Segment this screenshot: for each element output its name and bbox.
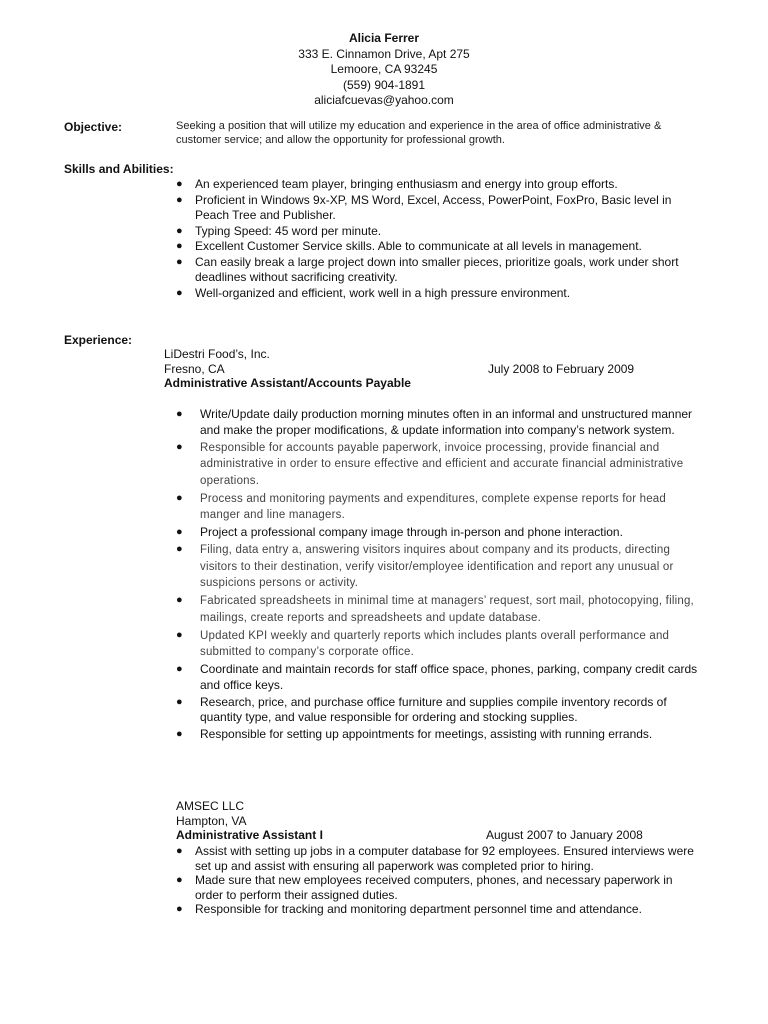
list-item [176, 844, 701, 873]
bullet-icon: ● [176, 286, 183, 299]
job-duties-list-1 [176, 407, 701, 744]
list-item [176, 525, 701, 541]
duty-text: Assist with setting up jobs in a computer database for 92 employees. Ensured interviews were set up and assist with ensuring all paperwork was completed prior to hiring. [195, 844, 694, 873]
list-item [176, 193, 706, 224]
bullet-icon: ● [176, 695, 183, 708]
list-item [176, 491, 701, 524]
bullet-icon: ● [176, 628, 183, 641]
company-name: AMSEC LLC [176, 799, 245, 813]
phone-number: (559) 904-1891 [342, 77, 426, 92]
list-item [176, 255, 706, 286]
list-item [176, 542, 701, 592]
duty-text: Responsible for accounts payable paperwork, invoice processing, provide financial and administrative in order to ensure effective and efficient and accurate financial administrative operations. [200, 441, 684, 487]
duty-text: Responsible for tracking and monitoring department personnel time and attendance. [195, 902, 642, 916]
job-title: Administrative Assistant I [176, 828, 323, 842]
job-location: Hampton, VA [176, 813, 247, 828]
skill-text: An experienced team player, bringing enthusiasm and energy into group efforts. [195, 177, 618, 191]
candidate-name: Alicia Ferrer [348, 31, 420, 45]
list-item [176, 407, 701, 438]
bullet-icon: ● [176, 440, 183, 453]
bullet-icon: ● [176, 255, 183, 268]
list-item [176, 177, 706, 193]
duty-text: Research, price, and purchase office furniture and supplies compile inventory records of quantity type, and value responsible for ordering and stocking supplies. [200, 694, 667, 724]
title-row [176, 828, 696, 843]
skill-text: Excellent Customer Service skills. Able to communicate at all levels in management. [195, 239, 642, 253]
bullet-icon: ● [176, 193, 183, 206]
bullet-icon: ● [176, 178, 183, 190]
job-header-1 [164, 347, 684, 391]
skill-text: Proficient in Windows 9x-XP, MS Word, Excel, Access, PowerPoint, FoxPro, Basic level in Peach Tree and Publisher. [195, 192, 672, 222]
list-item [176, 902, 701, 917]
location-row [164, 362, 684, 377]
list-item [176, 440, 701, 490]
address-line-1: 333 E. Cinnamon Drive, Apt 275 [298, 46, 470, 61]
objective-text: Seeking a position that will utilize my education and experience in the area of office administrative & customer service; and allow the opportunity for professional growth. [176, 120, 662, 146]
bullet-icon: ● [176, 903, 183, 915]
job-location: Fresno, CA [164, 361, 225, 376]
duty-text: Project a professional company image through in-person and phone interaction. [200, 525, 623, 539]
duty-text: Filing, data entry a, answering visitors inquires about company and its products, directing visitors to their destination, verify visitor/employee identification and report any unusual or suspicions persons or activity. [200, 544, 674, 589]
list-item [176, 286, 706, 302]
address-line-2: Lemoore, CA 93245 [330, 62, 438, 76]
bullet-icon: ● [176, 526, 183, 538]
skills-label: Skills and Abilities: [64, 162, 174, 176]
duty-text: Coordinate and maintain records for staff office space, phones, parking, company credit cards and office keys. [200, 662, 698, 692]
duty-text: Updated KPI weekly and quarterly reports which includes plants overall performance and submitted to company’s corporate office. [200, 629, 670, 658]
job-header-2 [176, 799, 696, 843]
skill-text: Typing Speed: 45 word per minute. [195, 223, 382, 238]
skill-text: Can easily break a large project down into smaller pieces, prioritize goals, work under short deadlines without sacrificing creativity. [195, 254, 679, 284]
skill-text: Well-organized and efficient, work well in a high pressure environment. [195, 285, 571, 300]
bullet-icon: ● [176, 594, 183, 606]
skills-list [176, 177, 706, 301]
list-item [176, 662, 701, 693]
bullet-icon: ● [176, 491, 183, 504]
list-item [176, 695, 701, 726]
experience-label: Experience: [64, 333, 133, 347]
company-name: LiDestri Food’s, Inc. [164, 347, 270, 361]
bullet-icon: ● [176, 874, 183, 886]
job-dates: August 2007 to January 2008 [486, 828, 643, 842]
bullet-icon: ● [176, 663, 183, 675]
list-item [176, 727, 701, 743]
list-item [176, 239, 706, 255]
job-duties-list-2 [176, 844, 701, 917]
contact-header [0, 31, 768, 109]
objective-label: Objective: [64, 120, 123, 134]
bullet-icon: ● [176, 728, 183, 740]
list-item [176, 224, 706, 240]
duty-text: Responsible for setting up appointments for meetings, assisting with running errands. [200, 727, 653, 741]
list-item [176, 873, 701, 902]
list-item [176, 593, 701, 626]
duty-text: Made sure that new employees received computers, phones, and necessary paperwork in order to perform their assigned duties. [195, 873, 673, 902]
duty-text: Write/Update daily production morning minutes often in an informal and unstructured manner and make the proper modifications, & update information into company’s network system. [200, 407, 693, 437]
bullet-icon: ● [176, 224, 183, 237]
job-dates: July 2008 to February 2009 [488, 361, 635, 376]
duty-text: Process and monitoring payments and expenditures, complete expense reports for head manger and line managers. [200, 492, 666, 521]
bullet-icon: ● [176, 408, 183, 420]
duty-text: Fabricated spreadsheets in minimal time at managers’ request, sort mail, photocopying, filing, mailings, create reports and spreadsheets and update database. [200, 595, 694, 624]
list-item [176, 628, 701, 661]
bullet-icon: ● [176, 845, 183, 857]
job-title: Administrative Assistant/Accounts Payable [164, 376, 411, 390]
bullet-icon: ● [176, 240, 183, 252]
bullet-icon: ● [176, 543, 183, 555]
email-address: aliciafcuevas@yahoo.com [314, 93, 454, 107]
